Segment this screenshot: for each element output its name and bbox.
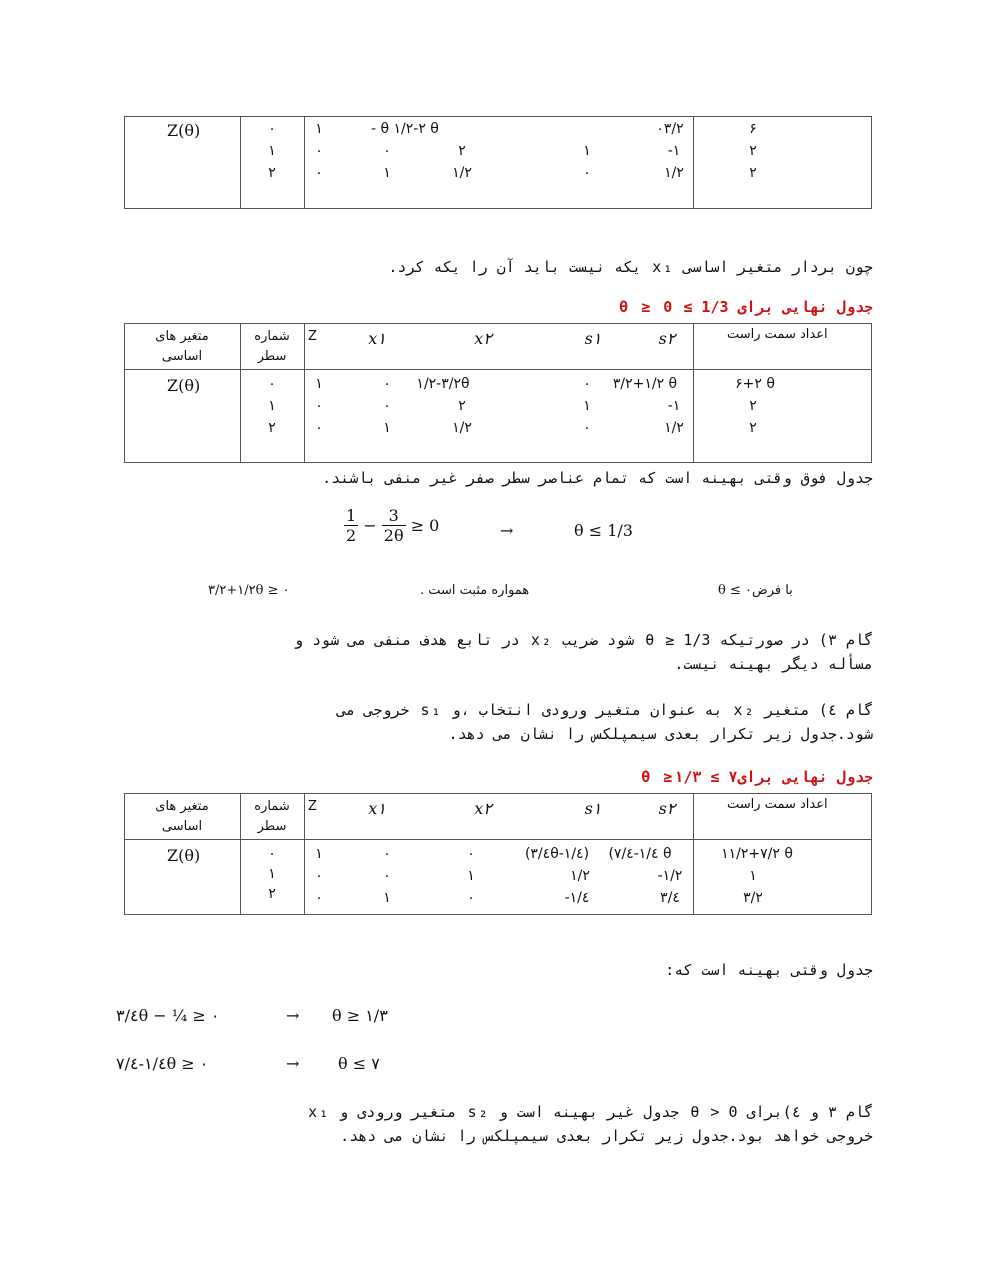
x1-cell: ۱ — [383, 890, 391, 906]
header-basic-vars: متغیر های اساسی — [155, 799, 209, 834]
paragraph-line: گام ۳) در صورتیکه 1/3 ≤ θ شود ضریب x₂ در تابع هدف منفی می شود و — [294, 631, 873, 649]
cell: ۰ — [315, 165, 323, 181]
x1-cell: ۱ — [383, 420, 391, 436]
paragraph-step4 — [337, 698, 873, 746]
z-cell: ۰ — [315, 868, 323, 884]
z-theta-label: Z(θ) — [167, 846, 201, 865]
z-theta-label: Z(θ) — [167, 376, 201, 395]
header-z: Z — [308, 799, 317, 814]
header-x1: x۱ — [368, 799, 386, 818]
fraction-numerator: 1 — [346, 506, 357, 525]
z-cell: ۰ — [315, 890, 323, 906]
row-number: ۲ — [268, 886, 276, 902]
cell: ۰ — [383, 143, 391, 159]
paragraph-optimal-when: جدول وقتی بهینه است که: — [665, 961, 873, 979]
heading-table2: جدول نهایی برای۷ ≥ θ ≥۱/۳ — [641, 768, 873, 786]
cell: ۱ — [383, 165, 391, 181]
row-number: ۰ — [268, 846, 276, 862]
cell: ۱/۲ — [452, 165, 472, 181]
inequality-lhs: ۷/٤-۱/٤θ ≥ ۰ — [116, 1054, 209, 1073]
x2-cell: ۲ — [458, 398, 466, 414]
inequality-lhs: ۳/٤θ − ¼ ≥ ۰ — [116, 1006, 220, 1025]
s2-cell: -۱ — [667, 398, 681, 414]
s1-cell: ۰ — [583, 376, 591, 392]
formula-assumption: با فرض۰ ≥ θ — [718, 583, 793, 598]
cell: ۰۳/۲ — [656, 121, 684, 137]
header-x2: x۲ — [474, 799, 492, 818]
paragraph-line: گام ۳ و ٤)برای 0 < θ جدول غیر بهینه است و s₂ متغیر ورودی و x₁ — [308, 1103, 873, 1121]
formula-theta-bound — [344, 506, 439, 558]
s1-cell: ۱/۲ — [570, 868, 590, 884]
row-number: ۲ — [268, 420, 276, 436]
paragraph-line: خروجی خواهد بود.جدول زیر تکرار بعدی سیمپلکس را نشان می دهد. — [340, 1127, 873, 1145]
fraction-numerator: 3 — [382, 506, 406, 526]
x2-cell: ۱/۲-۳/۲θ — [416, 376, 470, 392]
s1-cell: -۱/٤ — [564, 890, 590, 906]
formula-note: همواره مثبت است . — [420, 583, 530, 598]
s2-cell: ۱/۲ — [664, 420, 684, 436]
header-s1: s۱ — [584, 799, 602, 818]
z-cell: ۱ — [315, 846, 323, 862]
x2-cell: ۰ — [467, 890, 475, 906]
x1-cell: ۰ — [383, 398, 391, 414]
header-basic-vars: متغیر های اساسی — [155, 329, 209, 364]
row-number: ۲ — [268, 165, 276, 181]
s2-cell: (۷/٤-۱/٤ θ — [608, 846, 672, 862]
paragraph-line: گام ٤) متغیر x₂ به عنوان متغیر ورودی انتخاب ،و s₁ خروجی می — [337, 701, 873, 719]
header-s2: s۲ — [658, 799, 676, 818]
cell: - θ ۱/۲-۲ θ — [371, 121, 439, 137]
x1-cell: ۰ — [383, 846, 391, 862]
rhs-cell: ۳/۲ — [743, 890, 763, 906]
paragraph-line: مسأله دیگر بهینه نیست. — [674, 655, 873, 673]
rhs-cell: ۲ — [749, 398, 757, 414]
x1-cell: ۰ — [383, 376, 391, 392]
row-number: ۰ — [268, 376, 276, 392]
arrow: → — [286, 1054, 300, 1073]
s1-cell: (۳/٤θ-۱/٤) — [524, 846, 590, 862]
rhs-cell: ۱ — [749, 868, 757, 884]
heading-table1: جدول نهایی برای 1/3 ≥ θ ≥ 0 — [619, 298, 873, 316]
paragraph-step3 — [294, 628, 873, 676]
cell: -۱ — [667, 143, 681, 159]
arrow: → — [500, 521, 514, 540]
fraction-denominator: 2 — [346, 526, 357, 545]
row-number: ۰ — [268, 121, 276, 137]
x2-cell: ۱/۲ — [452, 420, 472, 436]
rhs-cell: ۱۱/۲+۷/۲ θ — [721, 846, 793, 862]
cell: ۱/۲ — [664, 165, 684, 181]
x2-cell: ۱ — [467, 868, 475, 884]
row-number: ۱ — [268, 398, 276, 414]
cell: ۰ — [583, 165, 591, 181]
cell: ۲ — [749, 165, 757, 181]
s2-cell: ۳/٤ — [660, 890, 680, 906]
z-theta-label: Z(θ) — [167, 121, 201, 140]
arrow: → — [286, 1006, 300, 1025]
s1-cell: ۰ — [583, 420, 591, 436]
cell: ۱ — [583, 143, 591, 159]
x1-cell: ۰ — [383, 868, 391, 884]
rhs-cell: ۶+۲ θ — [735, 376, 775, 392]
inequality-result: θ ≤ ۷ — [338, 1054, 380, 1073]
row-number: ۱ — [268, 866, 276, 882]
cell: ۲ — [749, 143, 757, 159]
paragraph-line: شود.جدول زیر تکرار بعدی سیمپلکس را نشان می دهد. — [448, 725, 873, 743]
theta-result: θ ≤ 1/3 — [574, 521, 633, 540]
header-row-number: شماره سطر — [254, 329, 290, 364]
row-number: ۱ — [268, 143, 276, 159]
z-cell: ۱ — [315, 376, 323, 392]
rhs-cell: ۲ — [749, 420, 757, 436]
header-rhs: اعداد سمت راست — [727, 327, 828, 342]
header-row-number: شماره سطر — [254, 799, 290, 834]
cell: ۲ — [458, 143, 466, 159]
cell: ۱ — [315, 121, 323, 137]
header-s1: s۱ — [584, 329, 602, 348]
paragraph-step34 — [308, 1100, 873, 1148]
header-x1: x۱ — [368, 329, 386, 348]
inequality-result: θ ≥ ۱/۳ — [332, 1006, 388, 1025]
z-cell: ۰ — [315, 420, 323, 436]
cell: ۶ — [749, 121, 757, 137]
minus-sign: − — [363, 516, 377, 535]
cell: ۰ — [315, 143, 323, 159]
fraction-denominator: 2θ — [383, 526, 404, 545]
s2-cell: ۳/۲+۱/۲ θ — [612, 376, 678, 392]
z-cell: ۰ — [315, 398, 323, 414]
formula-positive: ۳/۲+۱/۲θ ≥ ۰ — [208, 583, 290, 598]
simplex-table-1 — [124, 323, 872, 463]
paragraph-unit-vector: چون بردار متغیر اساسی x₁ یکه نیست باید آن را یکه کرد. — [388, 258, 873, 276]
header-x2: x۲ — [474, 329, 492, 348]
s2-cell: -۱/۲ — [657, 868, 683, 884]
header-rhs: اعداد سمت راست — [727, 797, 828, 812]
header-s2: s۲ — [658, 329, 676, 348]
x2-cell: ۰ — [467, 846, 475, 862]
header-z: Z — [308, 329, 317, 344]
s1-cell: ۱ — [583, 398, 591, 414]
relation: ≥ 0 — [410, 516, 440, 535]
simplex-table-top — [124, 116, 872, 209]
simplex-table-2 — [124, 793, 872, 915]
paragraph-optimality: جدول فوق وقتی بهینه است که تمام عناصر سطر صفر غیر منفی باشند. — [322, 469, 873, 487]
